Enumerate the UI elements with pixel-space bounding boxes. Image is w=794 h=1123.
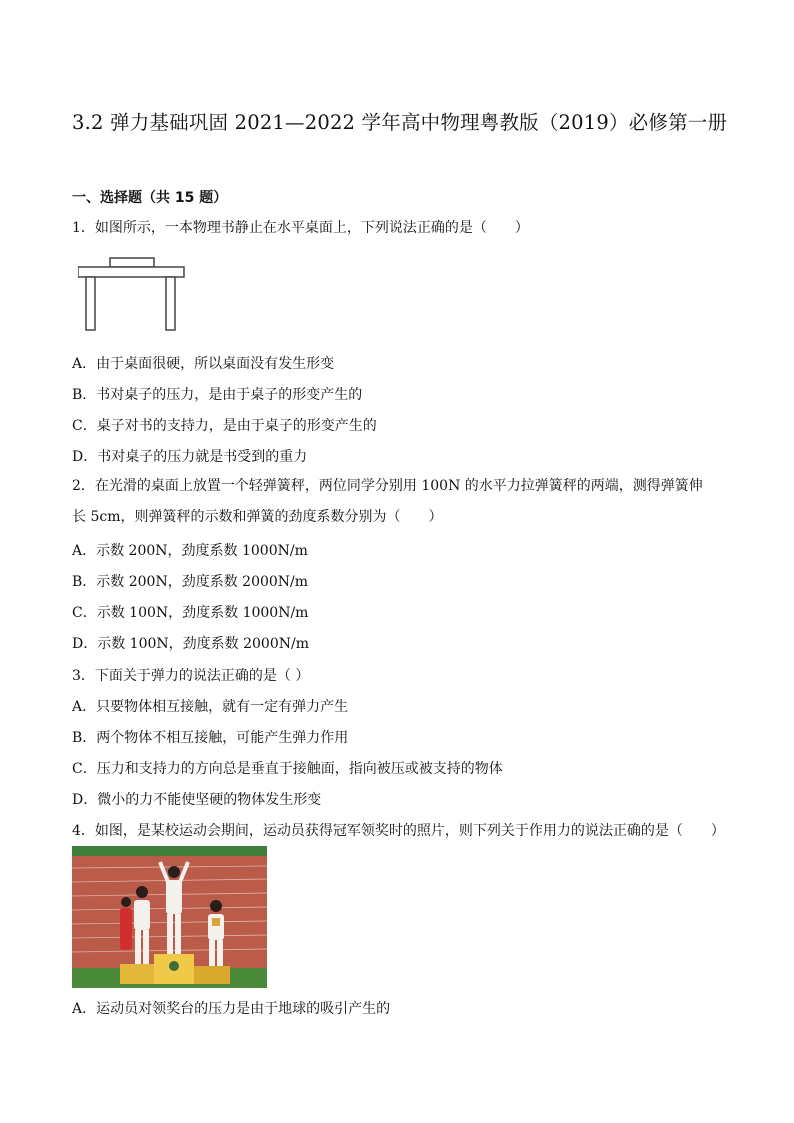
section-heading: 一、选择题（共 15 题） <box>72 190 228 206</box>
question-1-option-b: B．书对桌子的压力，是由于桌子的形变产生的 <box>72 387 363 403</box>
table-leg-left <box>86 277 95 330</box>
question-2-option-a: A．示数 200N，劲度系数 1000N/m <box>72 543 308 559</box>
question-2-option-c: C．示数 100N，劲度系数 1000N/m <box>72 605 309 621</box>
question-3-option-a: A．只要物体相互接触，就有一定有弹力产生 <box>72 699 349 715</box>
table-with-book-figure <box>78 255 188 333</box>
question-2-stem: 2．在光滑的桌面上放置一个轻弹簧秤，两位同学分别用 100N 的水平力拉弹簧秤的两端，测得弹簧伸长 5cm，则弹簧秤的示数和弹簧的劲度系数分别为（ ） <box>72 478 703 525</box>
question-1-option-a: A．由于桌面很硬，所以桌面没有发生形变 <box>72 356 335 372</box>
question-1-option-d: D．书对桌子的压力就是书受到的重力 <box>72 449 308 465</box>
question-1-stem: 1．如图所示，一本物理书静止在水平桌面上，下列说法正确的是（ ） <box>72 220 529 236</box>
table-leg-right <box>166 277 175 330</box>
question-1-option-c: C．桌子对书的支持力，是由于桌子的形变产生的 <box>72 418 377 434</box>
question-4-option-a: A．运动员对领奖台的压力是由于地球的吸引产生的 <box>72 1001 391 1017</box>
question-3-stem: 3．下面关于弹力的说法正确的是（ ） <box>72 668 310 684</box>
table-top-shape <box>78 267 184 277</box>
question-2-option-d: D．示数 100N，劲度系数 2000N/m <box>72 636 309 652</box>
book-shape <box>110 258 154 267</box>
question-2-option-b: B．示数 200N，劲度系数 2000N/m <box>72 574 309 590</box>
award-ceremony-photo <box>72 846 267 988</box>
question-3-option-c: C．压力和支持力的方向总是垂直于接触面，指向被压或被支持的物体 <box>72 761 503 777</box>
award-ceremony-photo-drawing <box>72 846 267 988</box>
question-4-stem: 4．如图，是某校运动会期间，运动员获得冠军领奖时的照片，则下列关于作用力的说法正确的是（ ） <box>72 823 725 839</box>
question-3-option-d: D．微小的力不能使坚硬的物体发生形变 <box>72 792 322 808</box>
document-title: 3.2 弹力基础巩固 2021—2022 学年高中物理粤教版（2019）必修第一册 <box>72 111 728 134</box>
question-3-option-b: B．两个物体不相互接触，可能产生弹力作用 <box>72 730 349 746</box>
